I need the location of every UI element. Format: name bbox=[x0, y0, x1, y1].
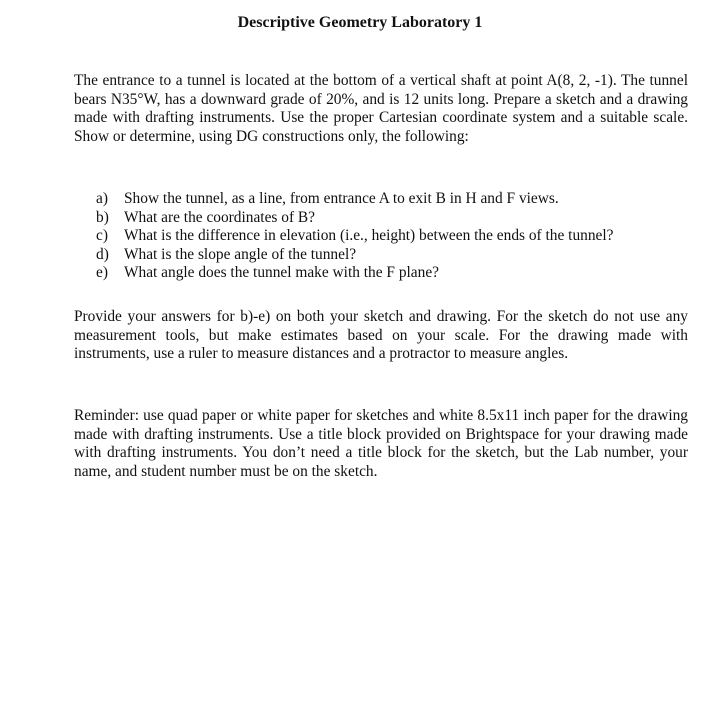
reminder-paragraph: Reminder: use quad paper or white paper for sketches and white 8.5x11 inch paper for the drawing made with drafting instruments. Use a title block provided on Brightspace for your drawing made with drafting instruments. You don’t need a title block for the sketch, but the Lab number, your name, and student number must be on the sketch. bbox=[74, 407, 688, 480]
list-item-d bbox=[96, 246, 696, 265]
list-marker: d) bbox=[96, 245, 109, 263]
list-marker: e) bbox=[96, 264, 108, 282]
document-title: Descriptive Geometry Laboratory 1 bbox=[237, 14, 483, 31]
list-marker: a) bbox=[96, 190, 108, 207]
list-item-a bbox=[96, 190, 696, 209]
list-item-b bbox=[96, 209, 696, 228]
list-item-c bbox=[96, 227, 696, 246]
list-marker: c) bbox=[96, 227, 108, 245]
intro-paragraph: The entrance to a tunnel is located at the bottom of a vertical shaft at point A(8, 2, -1). The tunnel bears N35°W, has a downward grade of 20%, and is 12 units long. Prepare a sketch and a drawing made with drafting instruments. Use the proper Cartesian coordinate system and a suitable scale. Show or determine, using DG constructions only, the following: bbox=[74, 72, 688, 145]
list-item-text: What angle does the tunnel make with the F plane? bbox=[124, 264, 439, 282]
list-item-e bbox=[96, 264, 696, 283]
question-list bbox=[96, 190, 696, 283]
list-item-text: What are the coordinates of B? bbox=[124, 208, 316, 226]
guidance-paragraph: Provide your answers for b)-e) on both your sketch and drawing. For the sketch do not use any measurement tools, but make estimates based on your scale. For the drawing made with instruments, use a ruler to measure distances and a protractor to measure angles. bbox=[74, 308, 688, 363]
list-item-text: Show the tunnel, as a line, from entrance A to exit B in H and F views. bbox=[124, 190, 559, 207]
list-item-text: What is the difference in elevation (i.e., height) between the ends of the tunnel? bbox=[124, 227, 614, 245]
list-item-text: What is the slope angle of the tunnel? bbox=[124, 245, 357, 263]
list-marker: b) bbox=[96, 208, 109, 226]
